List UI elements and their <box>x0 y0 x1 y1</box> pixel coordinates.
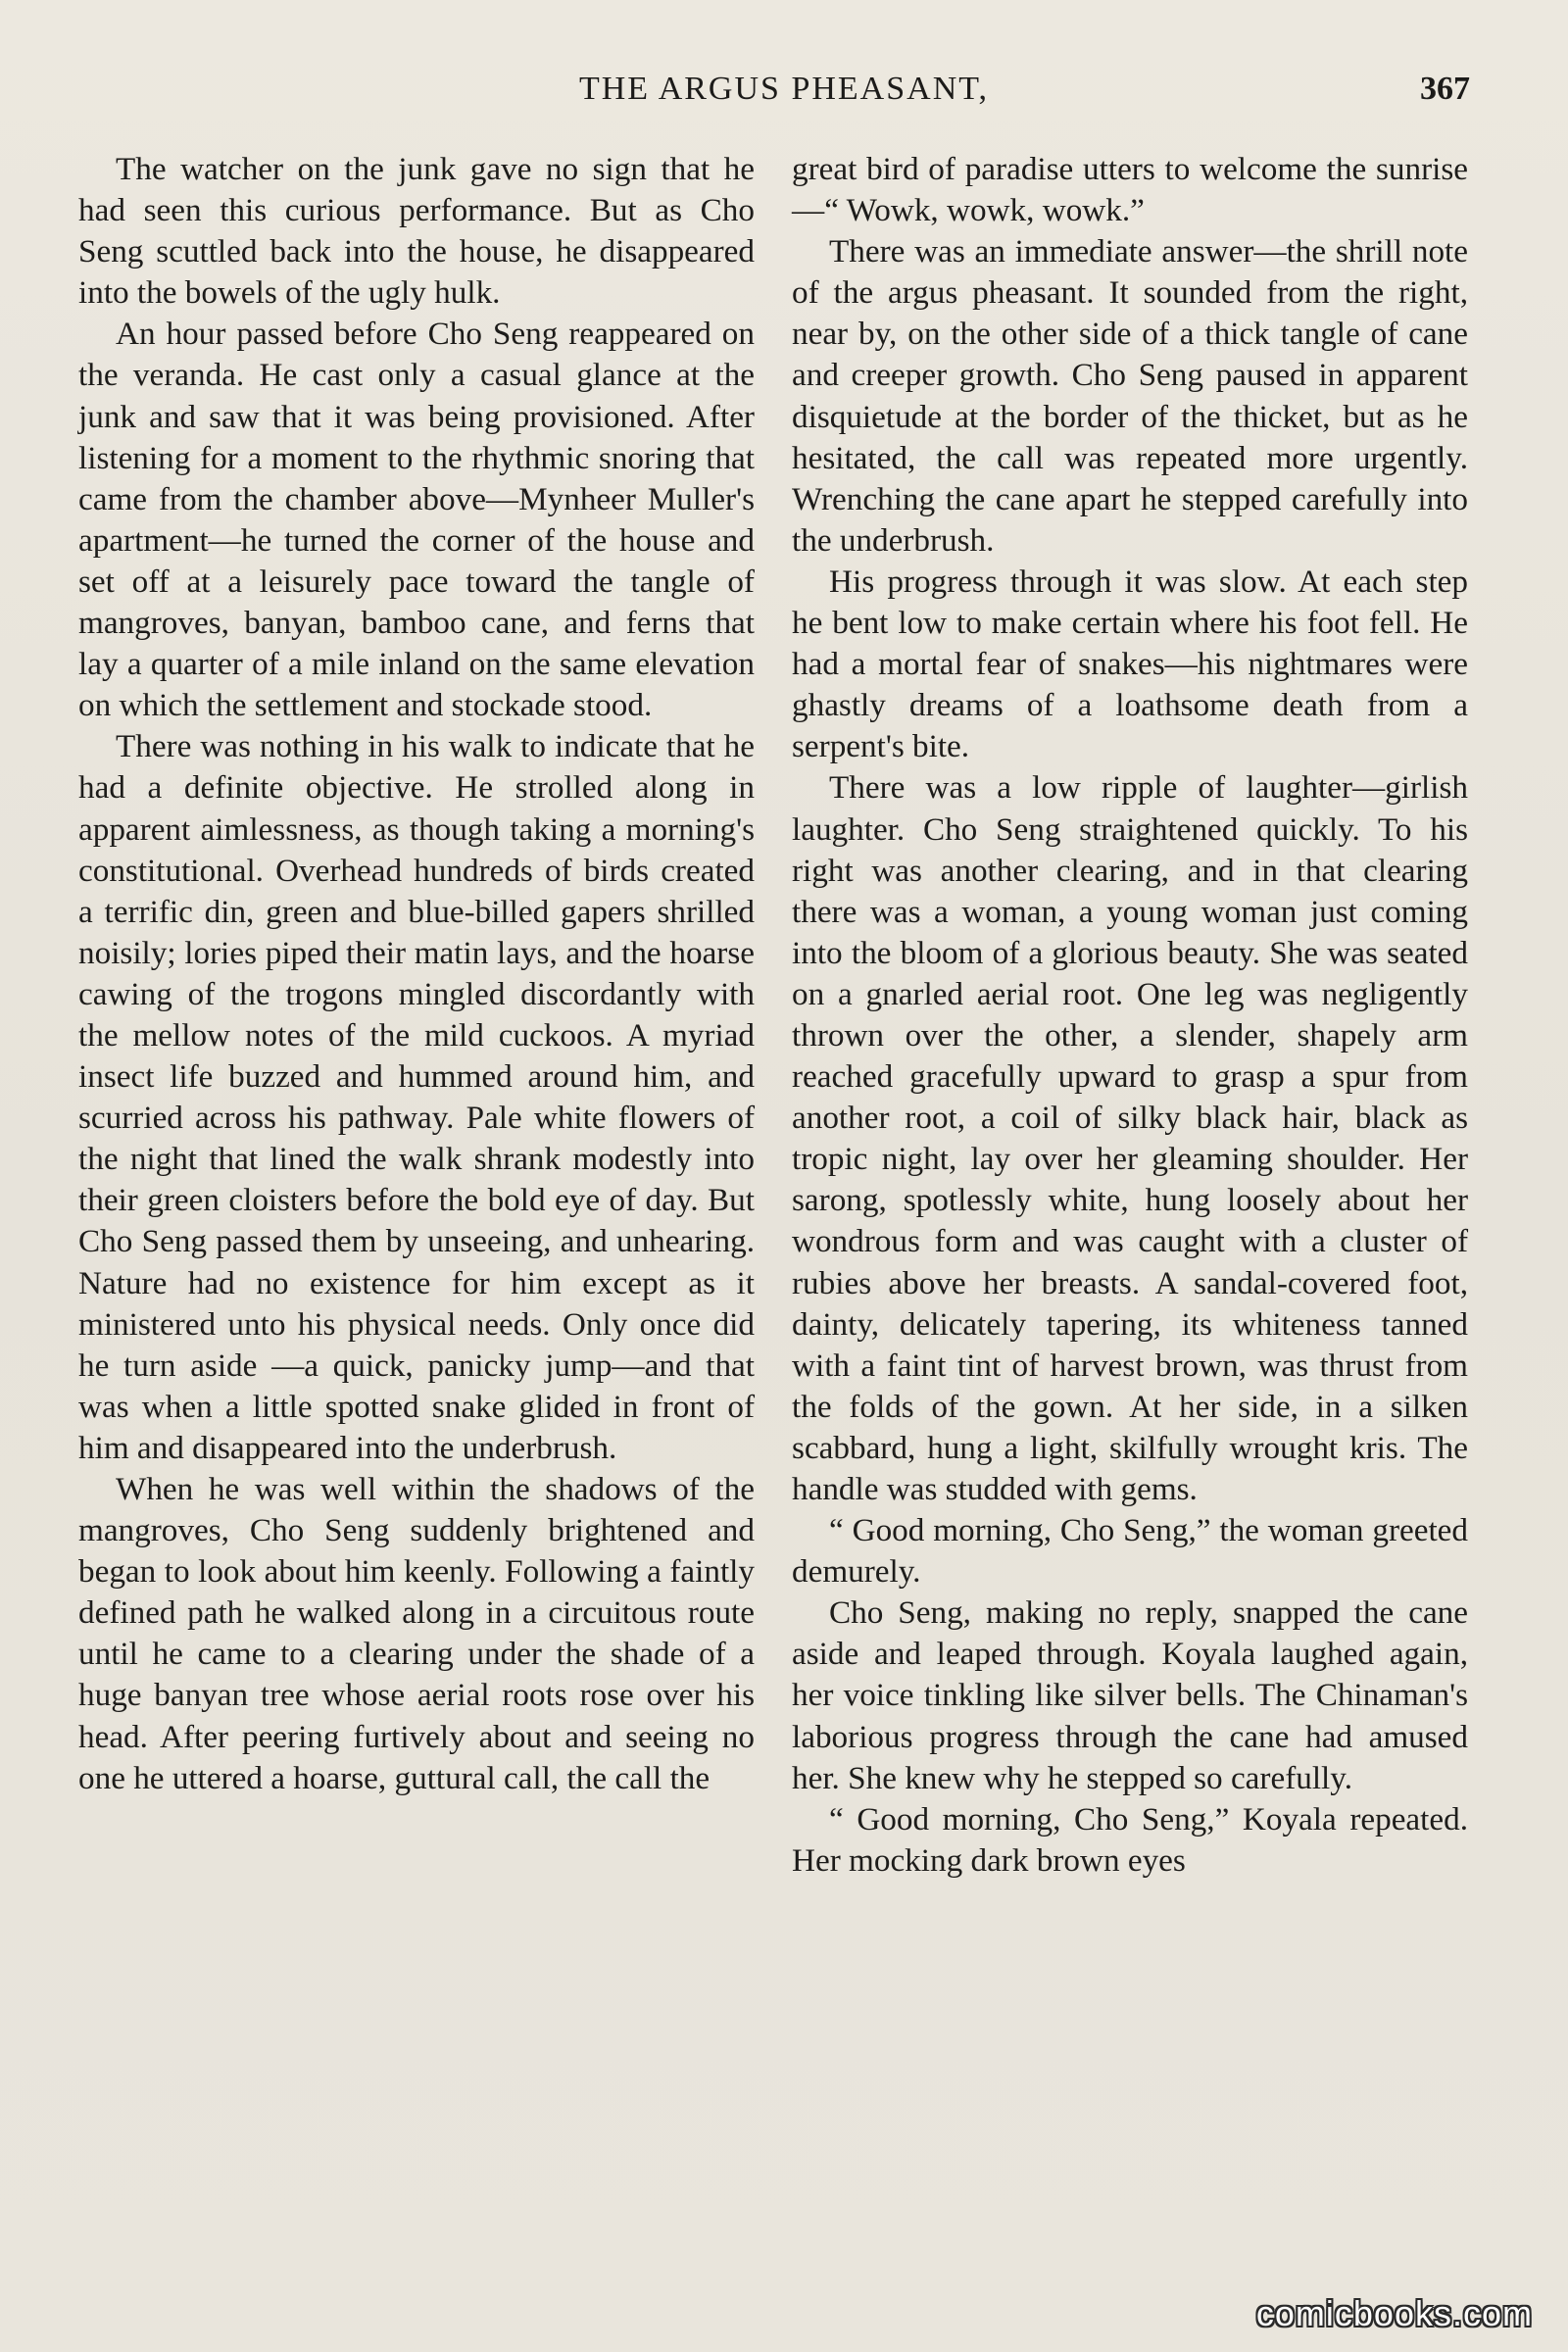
paragraph: “ Good morning, Cho Seng,” the woman greeted demurely. <box>792 1512 1468 1591</box>
paragraph: There was nothing in his walk to indicate that he had a definite objective. He strolled along in apparent aimlessness, as though taking a morning's constitutional. Overhead hundreds of birds created a terrific din, green and blue-billed gapers shrilled noisily; lories piped their matin lays, and the hoarse cawing of the trogons mingled discordantly with the mellow notes of the mild cuckoos. A myriad insect life buzzed and hummed around him, and scurried across his pathway. Pale white flowers of the night that lined the walk shrank modestly into their green cloisters before the bold eye of day. But Cho Seng passed them by unseeing, and unhearing. Nature had no existence for him except as it ministered unto his physical needs. Only once did he turn aside —a quick, panicky jump—and that was when a little spotted snake glided in front of him and disappeared into the underbrush. <box>78 728 755 1466</box>
paragraph: There was a low ripple of laughter—girlish laughter. Cho Seng straightened quickly. To his right was another clearing, and in that clearing there was a woman, a young woman just coming into the bloom of a glorious beauty. She was seated on a gnarled aerial root. One leg was negligently thrown over the other, a slender, shapely arm reached gracefully upward to grasp a spur from another root, a coil of silky black hair, black as tropic night, lay over her gleaming shoulder. Her sarong, spotlessly white, hung loosely about her wondrous form and was caught with a cluster of rubies above her breasts. A sandal-covered foot, dainty, delicately tapering, its whiteness tanned with a faint tint of harvest brown, was thrust from the folds of the gown. At her side, in a silken scabbard, hung a light, skilfully wrought kris. The handle was studded with gems. <box>792 769 1468 1507</box>
paragraph: An hour passed before Cho Seng reappeared on the veranda. He cast only a casual glance at the junk and saw that it was being provisioned. After listening for a moment to the rhythmic snoring that came from the chamber above—Mynheer Muller's apartment—he turned the corner of the house and set off at a leisurely pace toward the tangle of mangroves, banyan, bamboo cane, and ferns that lay a quarter of a mile inland on the same elevation on which the settlement and stockade stood. <box>78 316 755 724</box>
paragraph-continuation: great bird of paradise utters to welcome the sunrise—“ Wowk, wowk, wowk.” <box>792 151 1468 229</box>
paragraph: Cho Seng, making no reply, snapped the cane aside and leaped through. Koyala laughed again, her voice tinkling like silver bells. The Chinaman's laborious progress through the cane had amused her. She knew why he stepped so carefully. <box>792 1594 1468 1796</box>
site-watermark: comicbooks.com <box>1255 2293 1533 2333</box>
right-column <box>792 149 1468 1882</box>
page-number: 367 <box>1420 71 1470 107</box>
left-column <box>78 149 755 1799</box>
paragraph: When he was well within the shadows of the mangroves, Cho Seng suddenly brightened and began to look about him keenly. Following a faintly defined path he walked along in a circuitous route until he came to a clearing under the shade of a huge banyan tree whose aerial roots rose over his head. After peering furtively about and seeing no one he uttered a hoarse, guttural call, the call the <box>78 1471 755 1796</box>
paragraph: There was an immediate answer—the shrill note of the argus pheasant. It sounded from the right, near by, on the other side of a thick tangle of cane and creeper growth. Cho Seng paused in apparent disquietude at the border of the thicket, but as he hesitated, the call was repeated more urgently. Wrenching the cane apart he stepped carefully into the underbrush. <box>792 233 1468 559</box>
running-header-title: THE ARGUS PHEASANT, <box>578 71 989 107</box>
paragraph: “ Good morning, Cho Seng,” Koyala repeated. Her mocking dark brown eyes <box>792 1800 1468 1879</box>
paragraph: His progress through it was slow. At each step he bent low to make certain where his foot fell. He had a mortal fear of snakes—his nightmares were ghastly dreams of a loathsome death from a serpent's bite. <box>792 563 1468 765</box>
paragraph: The watcher on the junk gave no sign that he had seen this curious performance. But as Cho Seng scuttled back into the house, he disappeared into the bowels of the ugly hulk. <box>78 151 755 312</box>
